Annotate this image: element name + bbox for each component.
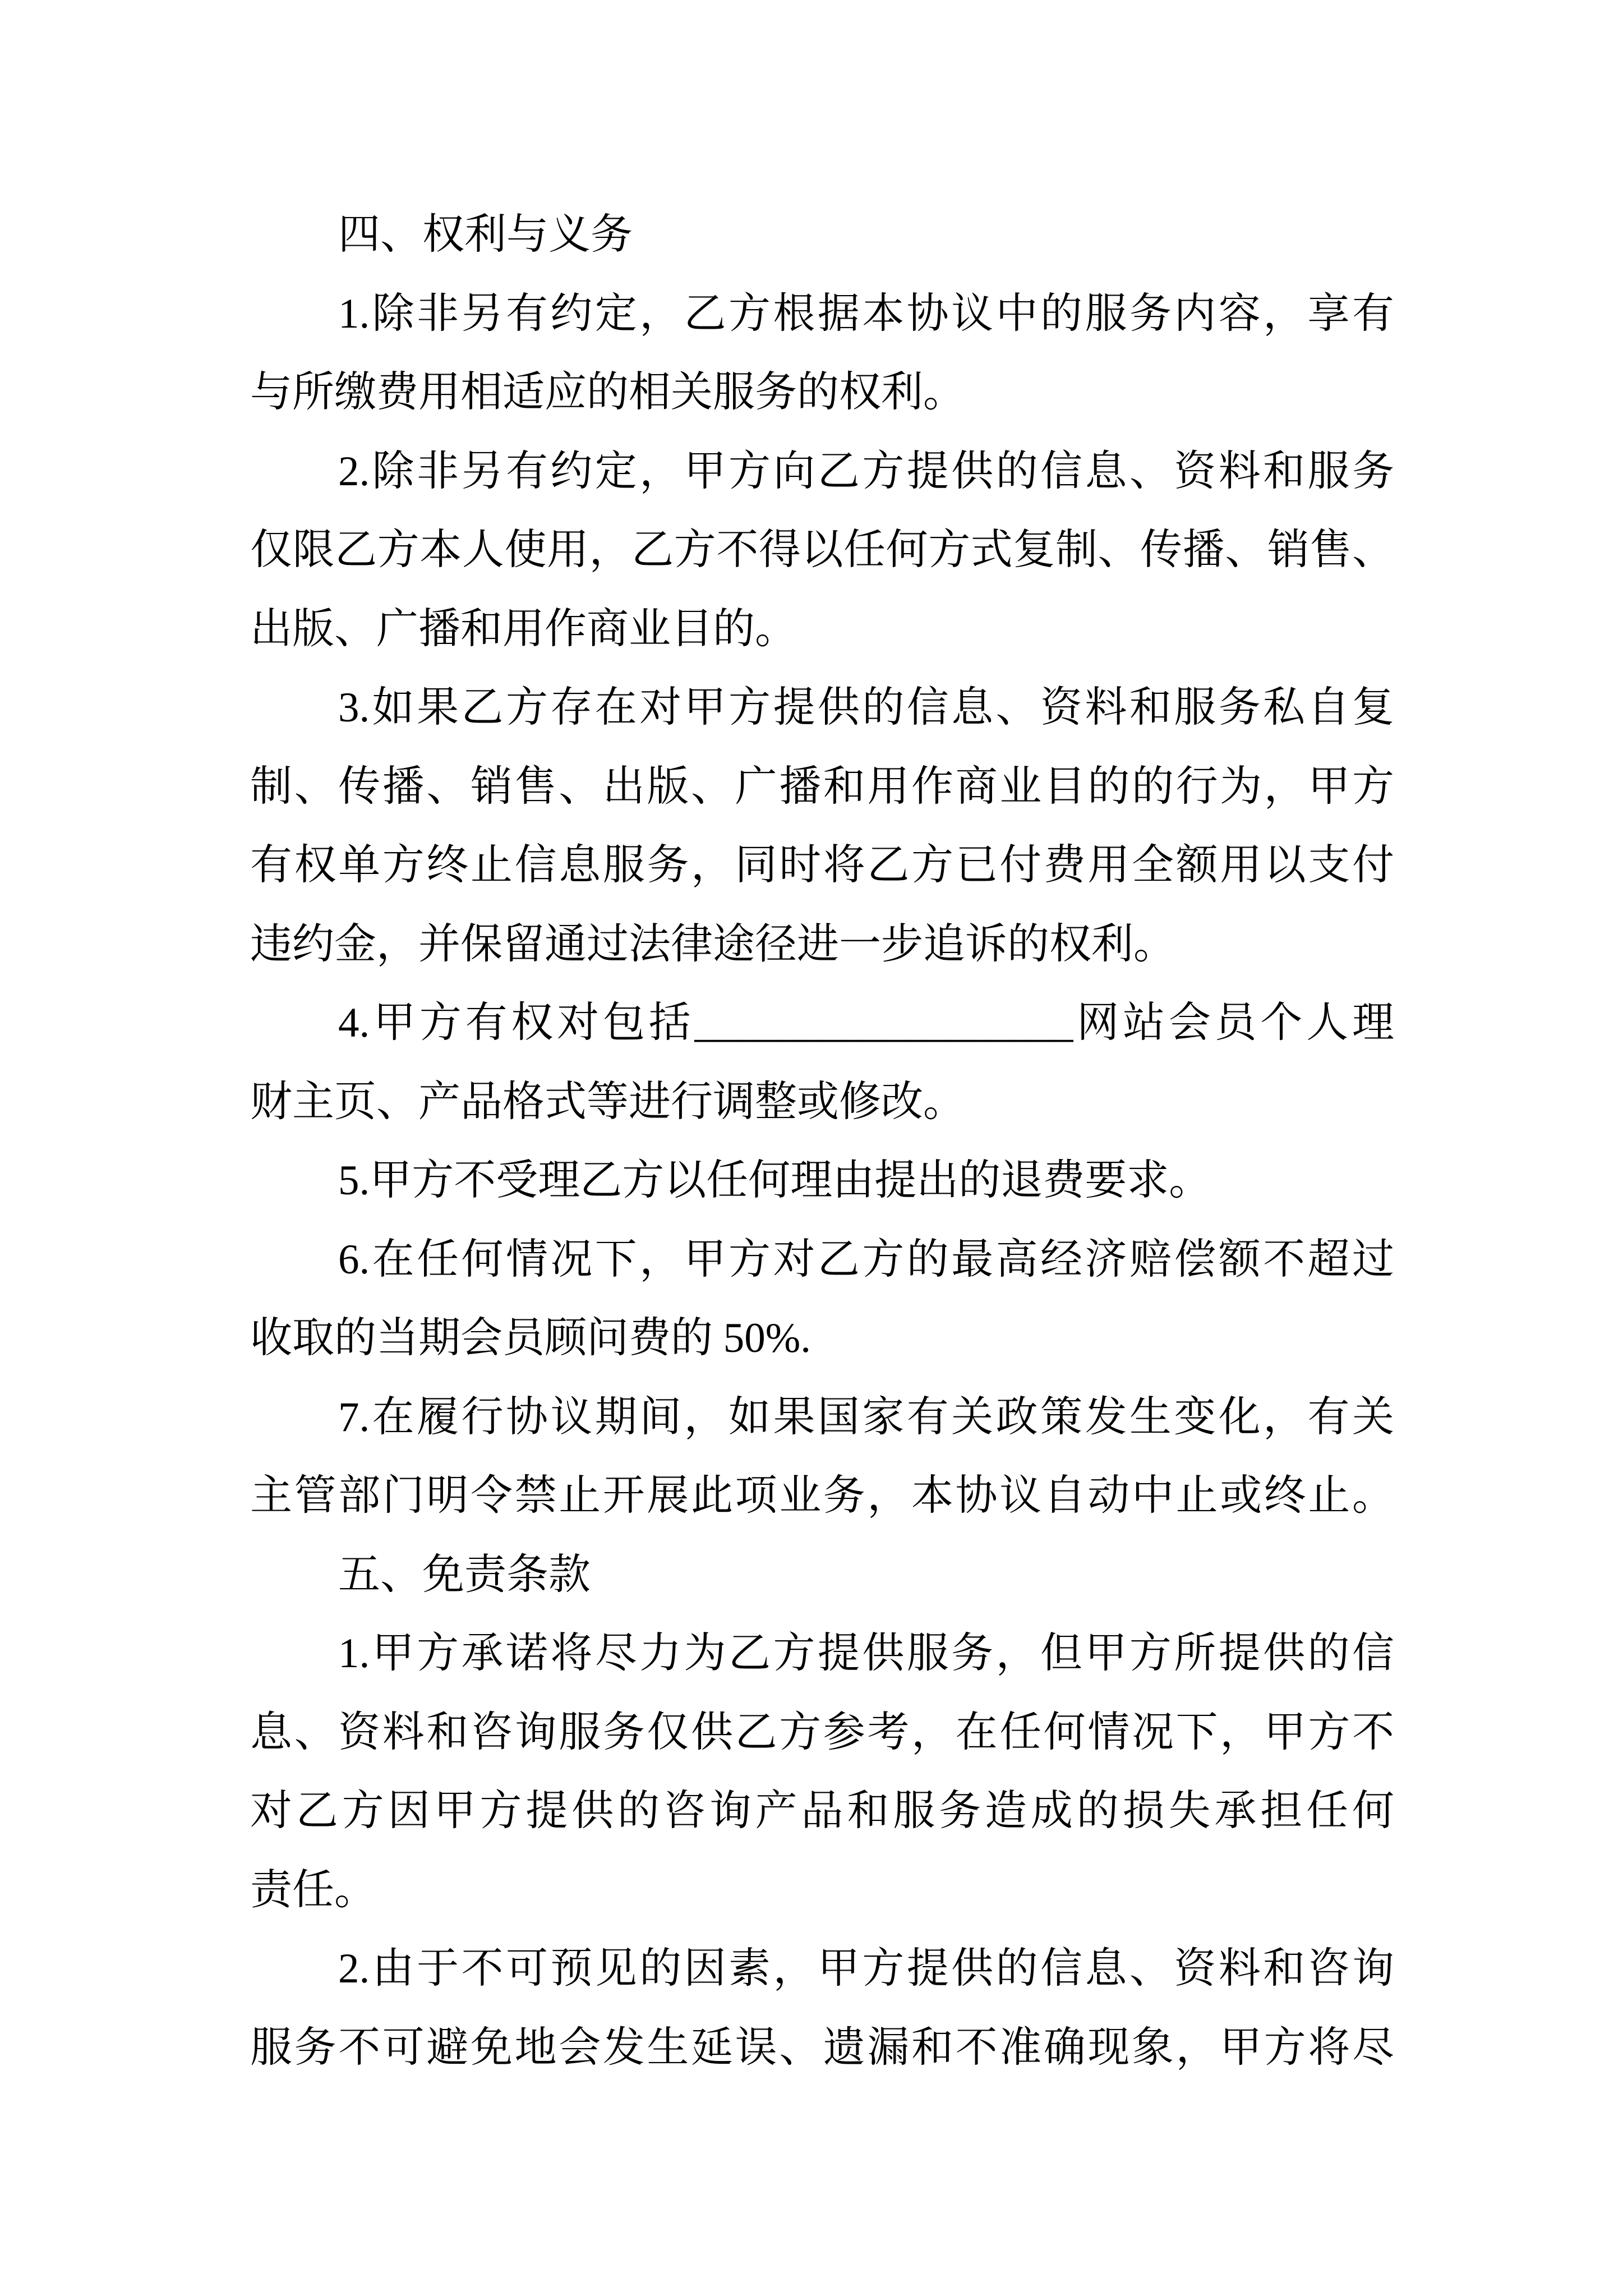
section-heading: 五、免责条款	[338, 1551, 591, 1598]
text-line: 仅限乙方本人使用，乙方不得以任何方式复制、传播、销售、	[250, 527, 1394, 573]
text-line: 有权单方终止信息服务，同时将乙方已付费用全额用以支付	[250, 842, 1394, 889]
text-line: 4.甲方有权对包括__________________网站会员个人理	[338, 1000, 1394, 1046]
text-line: 2.除非另有约定，甲方向乙方提供的信息、资料和服务	[338, 448, 1394, 495]
text-line: 3.如果乙方存在对甲方提供的信息、资料和服务私自复	[338, 684, 1394, 731]
text-line: 服务不可避免地会发生延误、遗漏和不准确现象，甲方将尽	[250, 2024, 1394, 2071]
text-line: 对乙方因甲方提供的咨询产品和服务造成的损失承担任何	[250, 1788, 1394, 1834]
text-line: 1.甲方承诺将尽力为乙方提供服务，但甲方所提供的信	[338, 1630, 1394, 1677]
text-line: 6.在任何情况下，甲方对乙方的最高经济赔偿额不超过	[338, 1236, 1394, 1283]
text-line: 责任。	[250, 1866, 377, 1913]
text-line: 2.由于不可预见的因素，甲方提供的信息、资料和咨询	[338, 1945, 1394, 1992]
text-line: 违约金，并保留通过法律途径进一步追诉的权利。	[250, 921, 1176, 968]
text-line: 主管部门明令禁止开展此项业务，本协议自动中止或终止。	[250, 1473, 1394, 1519]
text-line: 财主页、产品格式等进行调整或修改。	[250, 1078, 966, 1125]
text-line: 1.除非另有约定，乙方根据本协议中的服务内容，享有	[338, 290, 1394, 337]
text-line: 5.甲方不受理乙方以任何理由提出的退费要求。	[338, 1157, 1211, 1204]
text-line: 息、资料和咨询服务仅供乙方参考，在任何情况下，甲方不	[250, 1709, 1394, 1756]
text-line: 制、传播、销售、出版、广播和用作商业目的的行为，甲方	[250, 763, 1394, 810]
contract-text	[250, 196, 1394, 2087]
section-heading: 四、权利与义务	[338, 211, 633, 258]
text-line: 收取的当期会员顾问费的 50%.	[250, 1315, 811, 1361]
text-line: 与所缴费用相适应的相关服务的权利。	[250, 369, 966, 416]
text-line: 7.在履行协议期间，如果国家有关政策发生变化，有关	[338, 1393, 1394, 1441]
text-line: 出版、广播和用作商业目的。	[250, 605, 797, 652]
